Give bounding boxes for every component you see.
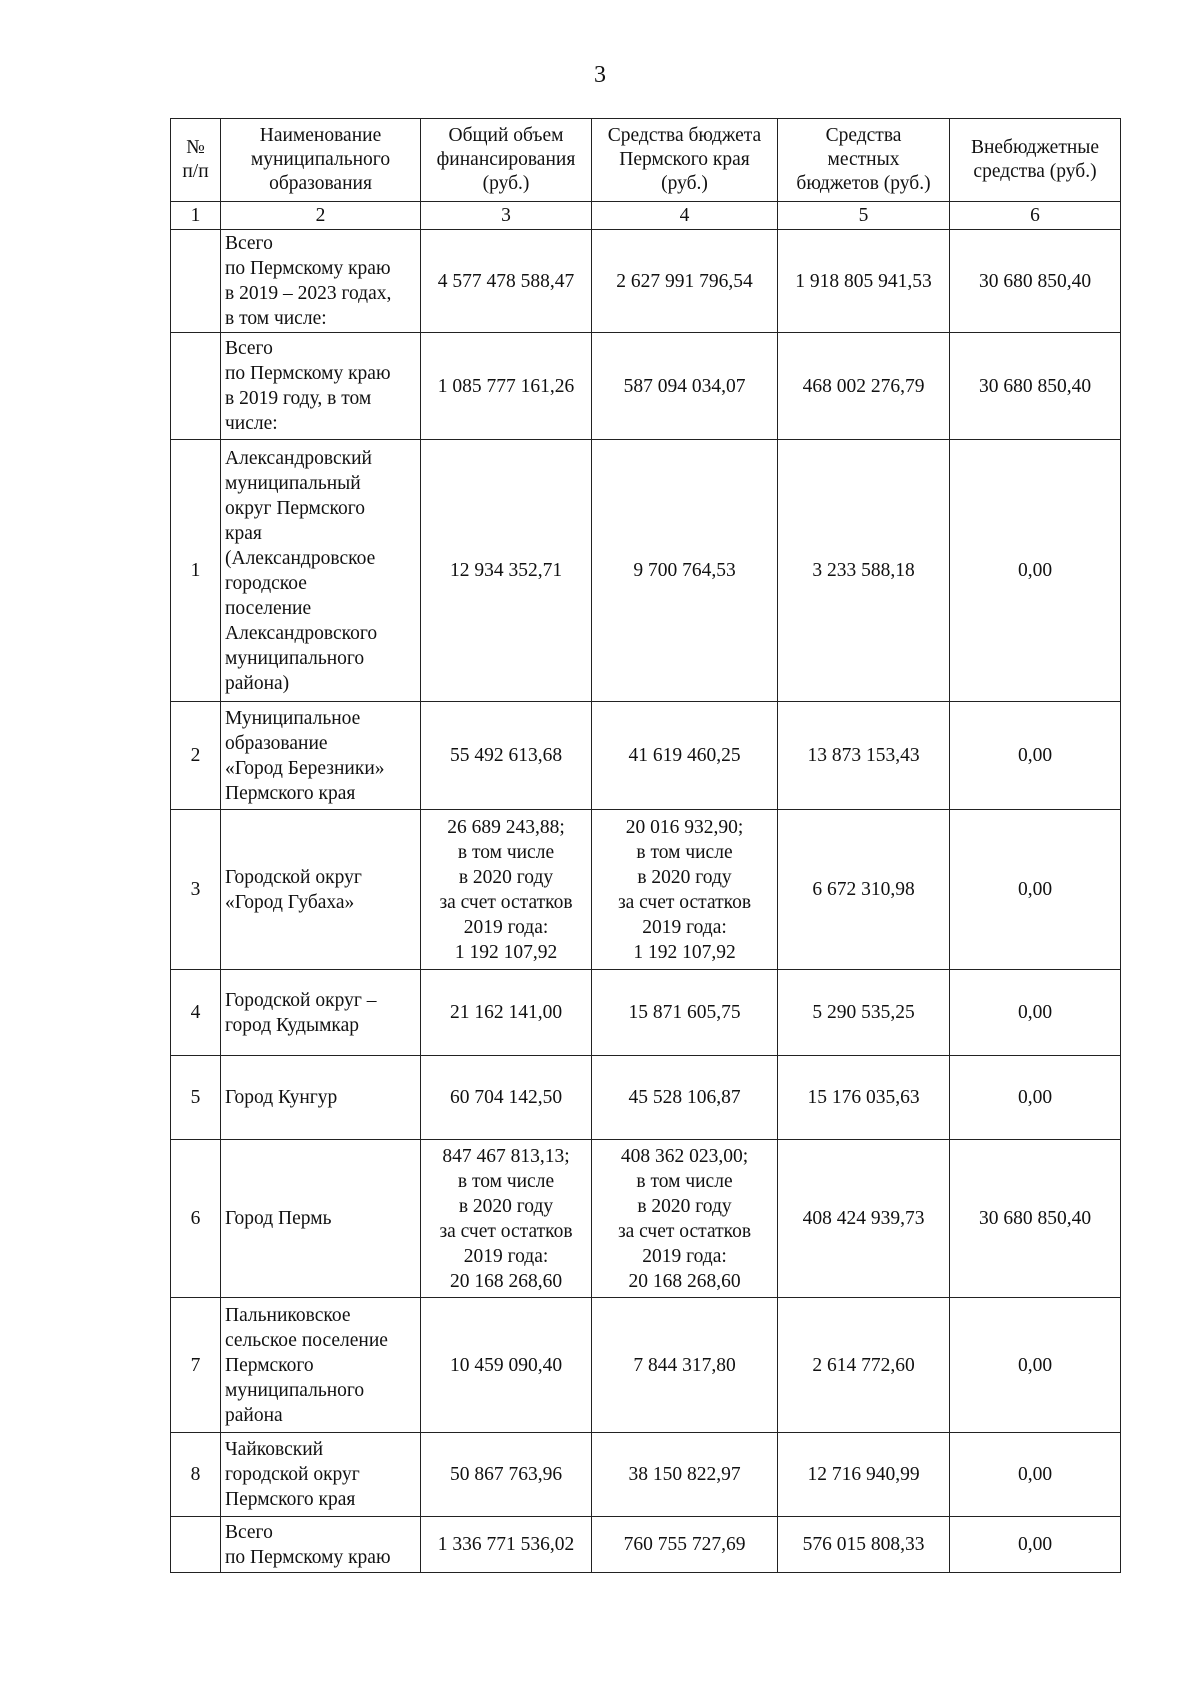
off-budget-funds: 0,00 — [1017, 560, 1053, 581]
local-budget: 1 918 805 941,53 — [795, 270, 932, 292]
header-cell-name: Наименование муниципального образования — [221, 119, 421, 202]
row-number: 8 — [190, 1464, 201, 1485]
local-budget: 6 672 310,98 — [812, 879, 915, 900]
header-cell-total: Общий объем финансирования (руб.) — [421, 119, 592, 202]
regional-budget: 2 627 991 796,54 — [616, 270, 753, 292]
table-row — [171, 1056, 1121, 1140]
local-budget-cell — [778, 1298, 950, 1433]
row-number-cell — [171, 333, 221, 440]
row-number: 3 — [190, 879, 201, 900]
column-number: 1 — [171, 202, 221, 230]
local-budget: 5 290 535,25 — [812, 1002, 915, 1023]
regional-budget: 15 871 605,75 — [628, 1002, 741, 1023]
total-financing-cell — [421, 702, 592, 810]
local-budget-cell — [778, 1056, 950, 1140]
page-number: 3 — [594, 62, 606, 88]
total-financing: 10 459 090,40 — [449, 1354, 563, 1376]
total-financing-cell — [421, 1517, 592, 1573]
regional-budget-cell — [592, 702, 778, 810]
local-budget-cell — [778, 230, 950, 333]
municipality-name: Всего по Пермскому краю в 2019 – 2023 годах, в том числе: — [225, 233, 392, 329]
total-financing-cell — [421, 1140, 592, 1298]
local-budget: 15 176 035,63 — [807, 1087, 920, 1108]
regional-budget: 587 094 034,07 — [623, 375, 746, 397]
off-budget-funds-cell — [950, 333, 1121, 440]
row-number: 2 — [190, 745, 201, 766]
off-budget-funds: 0,00 — [1017, 1464, 1053, 1485]
off-budget-funds-cell — [950, 1056, 1121, 1140]
total-financing: 26 689 243,88; в том числе в 2020 году за счет остатков 2019 года: 1 192 107,92 — [439, 816, 573, 963]
row-number-cell — [171, 230, 221, 333]
local-budget-cell — [778, 333, 950, 440]
row-number: 5 — [190, 1087, 201, 1108]
column-number: 4 — [592, 202, 778, 230]
municipality-name-cell — [221, 970, 421, 1056]
off-budget-funds: 0,00 — [1017, 1354, 1053, 1376]
row-number: 1 — [190, 560, 201, 581]
header-cell-no: № п/п — [171, 119, 221, 202]
total-financing-cell — [421, 810, 592, 970]
total-financing: 21 162 141,00 — [449, 1002, 563, 1023]
table-body — [171, 230, 1121, 1573]
total-financing-cell — [421, 333, 592, 440]
local-budget: 408 424 939,73 — [802, 1208, 925, 1229]
local-budget-cell — [778, 1517, 950, 1573]
row-number: 7 — [190, 1354, 201, 1376]
off-budget-funds-cell — [950, 810, 1121, 970]
regional-budget-cell — [592, 440, 778, 702]
regional-budget-cell — [592, 1433, 778, 1517]
table-row — [171, 1140, 1121, 1298]
local-budget-cell — [778, 702, 950, 810]
total-financing: 4 577 478 588,47 — [437, 270, 575, 292]
local-budget-cell — [778, 1433, 950, 1517]
total-financing-cell — [421, 970, 592, 1056]
column-number: 5 — [778, 202, 950, 230]
table-row — [171, 810, 1121, 970]
off-budget-funds-cell — [950, 970, 1121, 1056]
table-row — [171, 333, 1121, 440]
financing-table — [170, 118, 1121, 1573]
off-budget-funds: 30 680 850,40 — [978, 1208, 1092, 1229]
total-financing-cell — [421, 1056, 592, 1140]
table-row — [171, 1433, 1121, 1517]
header-cell-offbudget: Внебюджетные средства (руб.) — [950, 119, 1121, 202]
regional-budget-cell — [592, 333, 778, 440]
municipality-name: Город Кунгур — [225, 1087, 338, 1108]
total-financing: 847 467 813,13; в том числе в 2020 году за счет остатков 2019 года: 20 168 268,60 — [439, 1145, 573, 1292]
row-number-cell — [171, 1056, 221, 1140]
off-budget-funds: 0,00 — [1017, 1002, 1053, 1023]
header-cell-local: Средства местных бюджетов (руб.) — [778, 119, 950, 202]
regional-budget-cell — [592, 230, 778, 333]
row-number-cell — [171, 1433, 221, 1517]
off-budget-funds: 0,00 — [1017, 1534, 1053, 1555]
regional-budget: 20 016 932,90; в том числе в 2020 году за счет остатков 2019 года: 1 192 107,92 — [617, 816, 752, 963]
off-budget-funds-cell — [950, 702, 1121, 810]
municipality-name-cell — [221, 333, 421, 440]
row-number-cell — [171, 970, 221, 1056]
total-financing: 55 492 613,68 — [449, 745, 563, 766]
municipality-name-cell — [221, 702, 421, 810]
municipality-name-cell — [221, 810, 421, 970]
municipality-name-cell — [221, 1433, 421, 1517]
regional-budget: 7 844 317,80 — [633, 1354, 736, 1376]
table-row — [171, 1298, 1121, 1433]
total-financing: 1 085 777 161,26 — [437, 375, 575, 397]
total-financing: 60 704 142,50 — [449, 1087, 563, 1108]
regional-budget-cell — [592, 1517, 778, 1573]
off-budget-funds-cell — [950, 230, 1121, 333]
municipality-name: Городской округ «Город Губаха» — [225, 866, 362, 913]
column-number: 3 — [421, 202, 592, 230]
row-number: 4 — [190, 1002, 201, 1023]
table-row — [171, 440, 1121, 702]
row-number-cell — [171, 1517, 221, 1573]
municipality-name: Город Пермь — [225, 1208, 332, 1229]
off-budget-funds-cell — [950, 1140, 1121, 1298]
off-budget-funds-cell — [950, 440, 1121, 702]
local-budget: 468 002 276,79 — [802, 375, 925, 397]
municipality-name: Всего по Пермскому краю — [225, 1521, 391, 1568]
total-financing-cell — [421, 1433, 592, 1517]
municipality-name-cell — [221, 230, 421, 333]
column-number-row — [171, 202, 1121, 230]
total-financing-cell — [421, 440, 592, 702]
table-row — [171, 1517, 1121, 1573]
column-number: 6 — [950, 202, 1121, 230]
regional-budget: 45 528 106,87 — [628, 1087, 741, 1108]
municipality-name: Всего по Пермскому краю в 2019 году, в том числе: — [225, 338, 391, 434]
local-budget-cell — [778, 970, 950, 1056]
local-budget-cell — [778, 810, 950, 970]
regional-budget: 9 700 764,53 — [633, 560, 736, 581]
off-budget-funds: 0,00 — [1017, 745, 1053, 766]
row-number-cell — [171, 1140, 221, 1298]
column-number: 2 — [221, 202, 421, 230]
local-budget-cell — [778, 440, 950, 702]
municipality-name: Муниципальное образование «Город Березники» Пермского края — [225, 707, 385, 804]
regional-budget: 38 150 822,97 — [628, 1464, 741, 1485]
row-number-cell — [171, 440, 221, 702]
local-budget: 576 015 808,33 — [802, 1534, 925, 1555]
municipality-name: Пальниковское сельское поселение Пермского муниципального района — [225, 1304, 388, 1426]
row-number: 6 — [190, 1208, 201, 1229]
row-number-cell — [171, 702, 221, 810]
municipality-name-cell — [221, 1298, 421, 1433]
regional-budget: 760 755 727,69 — [623, 1534, 746, 1555]
municipality-name-cell — [221, 1056, 421, 1140]
table-row — [171, 230, 1121, 333]
row-number-cell — [171, 810, 221, 970]
local-budget: 2 614 772,60 — [812, 1354, 915, 1376]
off-budget-funds-cell — [950, 1433, 1121, 1517]
off-budget-funds: 0,00 — [1017, 1087, 1053, 1108]
total-financing-cell — [421, 1298, 592, 1433]
off-budget-funds-cell — [950, 1517, 1121, 1573]
header-row — [171, 119, 1121, 202]
municipality-name: Городской округ – город Кудымкар — [225, 989, 377, 1036]
local-budget: 12 716 940,99 — [807, 1464, 920, 1485]
row-number-cell — [171, 1298, 221, 1433]
table-row — [171, 970, 1121, 1056]
off-budget-funds: 30 680 850,40 — [978, 270, 1092, 292]
local-budget-cell — [778, 1140, 950, 1298]
total-financing: 1 336 771 536,02 — [437, 1534, 575, 1555]
total-financing-cell — [421, 230, 592, 333]
local-budget: 3 233 588,18 — [812, 560, 915, 581]
table-row — [171, 702, 1121, 810]
local-budget: 13 873 153,43 — [807, 745, 920, 766]
regional-budget-cell — [592, 1056, 778, 1140]
off-budget-funds-cell — [950, 1298, 1121, 1433]
regional-budget-cell — [592, 1140, 778, 1298]
regional-budget-cell — [592, 1298, 778, 1433]
municipality-name: Александровский муниципальный округ Пермского края (Александровское городское поселение Александровского муниципального района) — [225, 447, 378, 694]
total-financing: 50 867 763,96 — [449, 1464, 563, 1485]
off-budget-funds: 0,00 — [1017, 879, 1053, 900]
municipality-name: Чайковский городской округ Пермского края — [225, 1439, 360, 1510]
municipality-name-cell — [221, 1517, 421, 1573]
municipality-name-cell — [221, 440, 421, 702]
total-financing: 12 934 352,71 — [449, 560, 563, 581]
regional-budget-cell — [592, 970, 778, 1056]
regional-budget: 408 362 023,00; в том числе в 2020 году за счет остатков 2019 года: 20 168 268,60 — [617, 1145, 752, 1292]
municipality-name-cell — [221, 1140, 421, 1298]
regional-budget: 41 619 460,25 — [628, 745, 741, 766]
header-cell-regional: Средства бюджета Пермского края (руб.) — [592, 119, 778, 202]
regional-budget-cell — [592, 810, 778, 970]
off-budget-funds: 30 680 850,40 — [978, 375, 1092, 397]
